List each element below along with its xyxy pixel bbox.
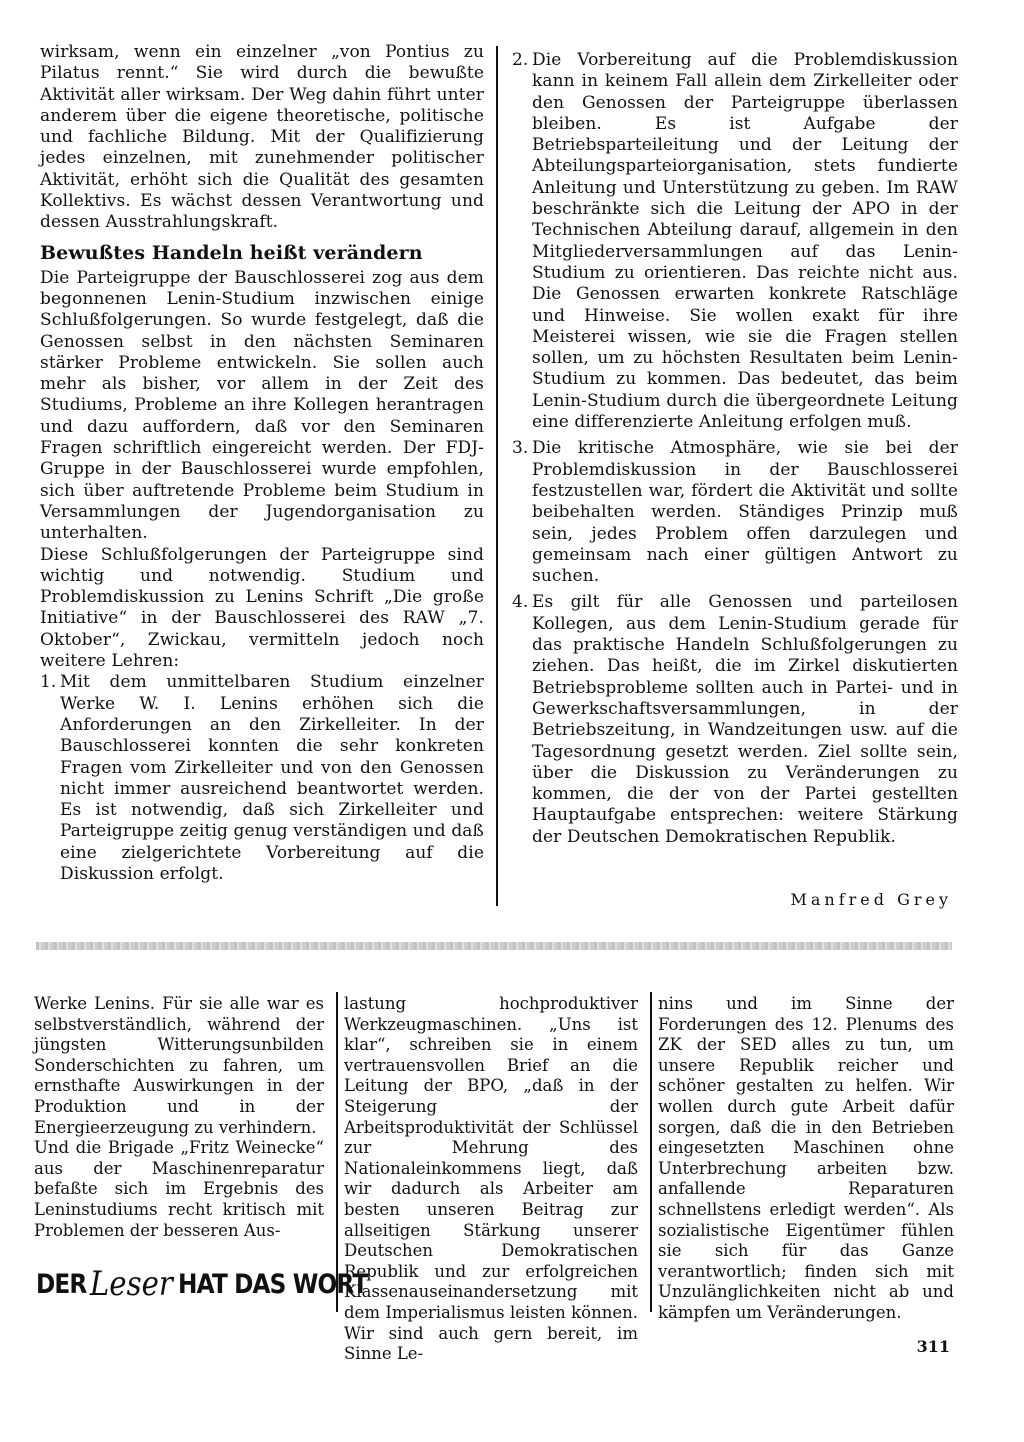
column-divider xyxy=(496,46,498,906)
masthead-word: HAT DAS WORT xyxy=(178,1268,368,1300)
upper-right-column xyxy=(512,50,958,853)
body-paragraph: Diese Schlußfolgerungen der Parteigruppe sind wichtig und notwendig. Studium und Problemdiskussion zu Lenins Schrift „Die große Initiative“ in der Bauschlosserei des RAW „7. Oktober“, Zwickau, vermitteln jedoch noch weitere Lehren: xyxy=(40,544,484,672)
lower-column-1 xyxy=(34,994,324,1241)
list-item xyxy=(40,672,484,885)
list-number: 1. xyxy=(40,672,57,693)
body-paragraph: Die Parteigruppe der Bauschlosserei zog aus dem begonnenen Lenin-Studium inzwischen einige Schlußfolgerungen. So wurde festgelegt, daß die Genossen selbst in den nächsten Seminaren stärker Probleme entwickeln. Sie sollen auch mehr als bisher, vor allem in der Zeit des Studiums, Probleme an ihre Kollegen herantragen und dazu auffordern, daß vor den Seminaren Fragen schriftlich eingereicht werden. Der FDJ-Gruppe in der Bauschlosserei wurde empfohlen, sich über auftretende Probleme beim Studium in Versammlungen der Jugendorganisation zu unterhalten. xyxy=(40,267,484,544)
author-signature: Manfred Grey xyxy=(790,890,952,909)
intro-paragraph: wirksam, wenn ein einzelner „von Pontius zu Pilatus rennt.“ Sie wird durch die bewußte Aktivität aller wirksam. Der Weg dahin führt unter anderem über die eigene theoretische, politische und fachliche Bildung. Mit der Qualifizierung jedes einzelnen, mit zunehmender politischer Aktivität, erhöht sich die Qualität des gesamten Kollektivs. Es wächst dessen Verantwortung und dessen Ausstrahlungskraft. xyxy=(40,42,484,233)
lower-column-2 xyxy=(344,994,638,1365)
list-text: Es gilt für alle Genossen und parteilosen Kollegen, aus dem Lenin-Studium gerade für das praktische Handeln Schlußfolgerungen zu ziehen. Das heißt, die im Zirkel diskutierten Betriebsprobleme sollten auch in Partei- und in Gewerkschaftsversammlungen, in der Betriebszeitung, in Wandzeitungen usw. auf die Tagesordnung gesetzt werden. Ziel sollte sein, über die Diskussion zu Veränderungen zu kommen, die der von der Partei gestellten Hauptaufgabe entsprechen: weitere Stärkung der Deutschen Demokratischen Republik. xyxy=(532,592,958,847)
body-paragraph: nins und im Sinne der Forderungen des 12. Plenums des ZK der SED alles zu tun, um unsere Republik reicher und schöner gestalten zu helfen. Wir wollen durch gute Arbeit dafür sorgen, daß die in den Betrieben eingesetzten Maschinen ohne Unterbrechung arbeiten bzw. anfallende Reparaturen schnellstens erledigt werden“. Als sozialistische Eigentümer fühlen sie sich für das Ganze verantwortlich; finden sich mit Unzulänglichkeiten nicht ab und kämpfen um Veränderungen. xyxy=(658,994,954,1322)
list-text: Mit dem unmittelbaren Studium einzelner Werke W. I. Lenins erhöhen sich die Anforderungen an den Zirkelleiter. In der Bauschlosserei konnten die sehr konkreten Fragen vom Zirkelleiter und von den Genossen nicht immer ausreichend beantwortet werden. Es ist notwendig, daß sich Zirkelleiter und Parteigruppe zeitig genug verständigen und daß eine zielgerichtete Vorbereitung auf die Diskussion erfolgt. xyxy=(60,672,484,884)
section-masthead xyxy=(36,1262,367,1306)
list-text: Die kritische Atmosphäre, wie sie bei der Problemdiskussion in der Bauschlosserei festzustellen war, fördert die Aktivität und sollte beibehalten werden. Ständiges Prinzip muß sein, jedes Problem offen darzulegen und gemeinsam nach einer gültigen Antwort zu suchen. xyxy=(532,438,958,587)
body-paragraph: lastung hochproduktiver Werkzeugmaschinen. „Uns ist klar“, schreiben sie in einem vertrauensvollen Brief an die Leitung der BPO, „daß in der Steigerung der Arbeitsproduktivität der Schlüssel zur Mehrung des Nationaleinkommens liegt, daß wir dadurch als Arbeiter am besten unseren Beitrag zur allseitigen Stärkung unserer Deutschen Demokratischen Republik und zur erfolgreichen Klassenauseinandersetzung mit dem Imperialismus leisten können. Wir sind auch gern bereit, im Sinne Le- xyxy=(344,994,638,1364)
list-item xyxy=(512,50,958,433)
section-divider xyxy=(36,942,952,950)
lower-column-3 xyxy=(658,994,954,1324)
list-item xyxy=(512,592,958,848)
section-heading: Bewußtes Handeln heißt verändern xyxy=(40,241,423,264)
upper-left-column xyxy=(40,42,484,890)
masthead-script-word: Leser xyxy=(89,1264,173,1304)
list-number: 2. xyxy=(512,50,529,70)
list-text: Die Vorbereitung auf die Problemdiskussion kann in keinem Fall allein dem Zirkelleiter oder den Genossen der Parteigruppe überlassen bleiben. Es ist Aufgabe der Betriebsparteileitung und der Leitung der Abteilungsparteiorganisation, stets fundierte Anleitung und Unterstützung zu geben. Im RAW beschränkte sich die Leitung der APO in der Technischen Abteilung darauf, allgemein in den Mitgliederversammlungen auf das Lenin-Studium zu orientieren. Das reichte nicht aus. Die Genossen erwarten konkrete Ratschläge und Hinweise. Sie wollen exakt für ihre Meisterei wissen, wie sie die Fragen stellen sollen, um zu höchsten Resultaten beim Lenin-Studium zu kommen. Das bedeutet, das beim Lenin-Studium durch die übergeordnete Leitung eine differenzierte Anleitung erfolgen muß. xyxy=(532,50,958,433)
column-divider xyxy=(650,992,652,1312)
body-paragraph: Werke Lenins. Für sie alle war es selbstverständlich, während der jüngsten Witterungsunbilden Sonderschichten zu fahren, um ernsthafte Auswirkungen in der Produktion und in der Energieerzeugung zu verhindern. xyxy=(34,994,324,1137)
masthead-word: DER xyxy=(36,1268,87,1300)
body-paragraph: Und die Brigade „Fritz Weinecke“ aus der Maschinenreparatur befaßte sich im Ergebnis des Leninstudiums recht kritisch mit Problemen der besseren Aus- xyxy=(34,1138,324,1240)
list-number: 4. xyxy=(512,592,529,613)
page-number: 311 xyxy=(916,1337,950,1356)
list-number: 3. xyxy=(512,438,529,459)
list-item xyxy=(512,438,958,587)
